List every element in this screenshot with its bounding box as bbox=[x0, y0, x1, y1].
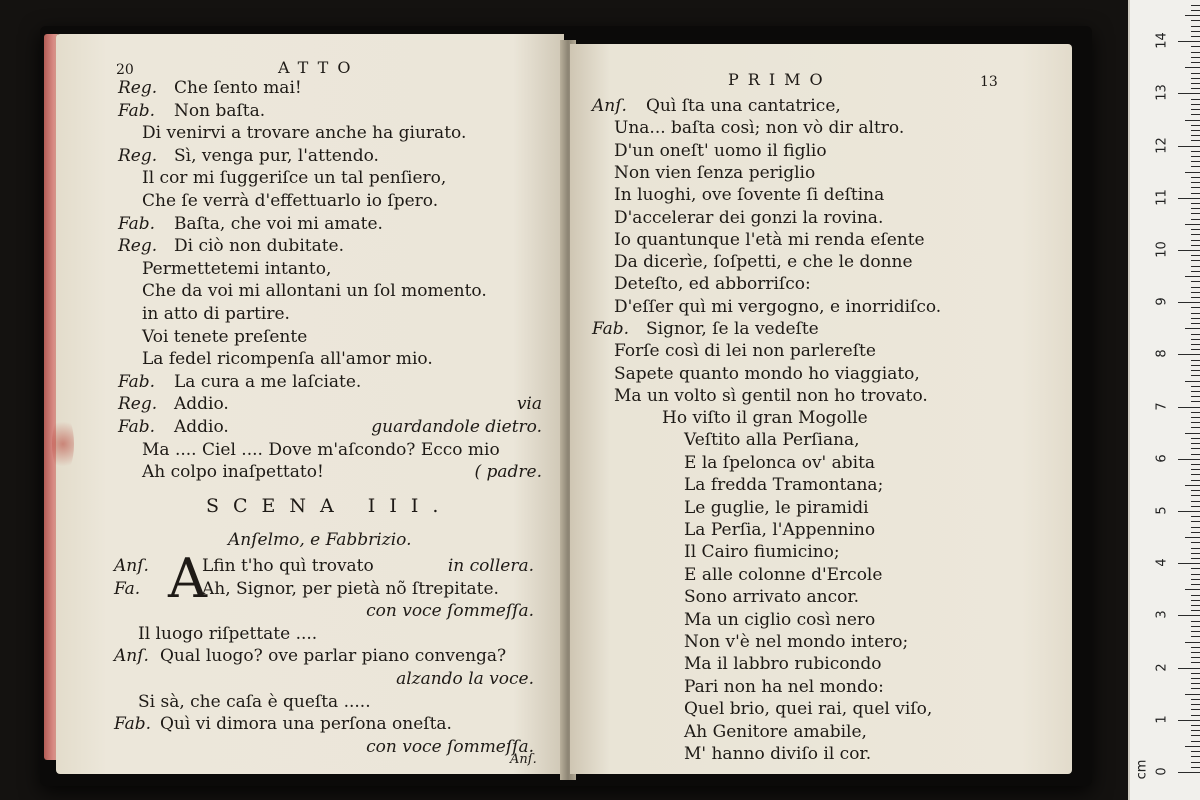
ruler-tick bbox=[1191, 501, 1200, 502]
verse-line: Di ciò non dubitate. bbox=[174, 236, 345, 257]
ruler-tick bbox=[1191, 271, 1200, 272]
ruler-tick bbox=[1191, 73, 1200, 74]
ruler-number: 1 bbox=[1154, 715, 1170, 724]
ruler-number: 5 bbox=[1154, 506, 1170, 515]
ruler-tick bbox=[1191, 386, 1200, 387]
ruler-tick bbox=[1191, 57, 1200, 58]
ruler-tick bbox=[1191, 151, 1200, 152]
ruler-tick bbox=[1191, 297, 1200, 298]
aria-line: E la ſpelonca ov' abita bbox=[684, 452, 876, 473]
ruler-tick bbox=[1191, 688, 1200, 689]
drop-cap: A bbox=[168, 547, 207, 610]
ruler-number: 13 bbox=[1154, 84, 1170, 102]
ruler-tick bbox=[1191, 762, 1200, 763]
ruler-tick bbox=[1178, 720, 1200, 721]
verse-line: Ma .... Ciel .... Dove m'aſcondo? Ecco mio bbox=[142, 439, 500, 460]
verse-line: Si sà, che caſa è queſta ..... bbox=[138, 691, 371, 712]
stage-direction: con voce ſommeſſa. bbox=[366, 736, 534, 757]
ruler-tick bbox=[1178, 93, 1200, 94]
ruler-tick bbox=[1185, 120, 1200, 121]
speaker-label: Fa. bbox=[114, 578, 141, 599]
ruler-tick bbox=[1191, 156, 1200, 157]
ruler-tick bbox=[1191, 704, 1200, 705]
ruler-tick bbox=[1191, 448, 1200, 449]
ruler-tick bbox=[1191, 553, 1200, 554]
ruler-tick bbox=[1191, 516, 1200, 517]
ruler-tick bbox=[1191, 52, 1200, 53]
ruler-tick bbox=[1191, 391, 1200, 392]
ruler-tick bbox=[1191, 600, 1200, 601]
ruler-tick bbox=[1191, 344, 1200, 345]
ruler-tick bbox=[1191, 213, 1200, 214]
verse-line: Il cor mi ſuggeriſce un tal penſiero, bbox=[142, 168, 447, 189]
aria-line: Veſtito alla Perſiana, bbox=[684, 430, 860, 451]
verse-line: Che ſento mai! bbox=[174, 78, 302, 98]
ruler-tick bbox=[1178, 615, 1200, 616]
ruler-tick bbox=[1191, 125, 1200, 126]
ruler-number: 11 bbox=[1154, 189, 1170, 206]
ruler-tick bbox=[1191, 62, 1200, 63]
ruler-tick bbox=[1191, 715, 1200, 716]
ruler-tick bbox=[1191, 427, 1200, 428]
aria-line: Quel brio, quei rai, quel viſo, bbox=[684, 699, 933, 720]
ruler-tick bbox=[1191, 83, 1200, 84]
ruler-tick bbox=[1191, 542, 1200, 543]
ruler-tick bbox=[1191, 636, 1200, 637]
ruler-tick bbox=[1191, 334, 1200, 335]
running-head: PRIMO bbox=[728, 70, 832, 89]
ruler-tick bbox=[1191, 621, 1200, 622]
ruler-number: 4 bbox=[1154, 558, 1170, 567]
speaker-label: Reg. bbox=[118, 394, 158, 415]
ruler-tick bbox=[1191, 281, 1200, 282]
ruler-tick bbox=[1191, 36, 1200, 37]
verse-line: Che da voi mi allontani un ſol momento. bbox=[142, 281, 487, 302]
ruler-tick bbox=[1191, 318, 1200, 319]
stage-direction: ( padre. bbox=[474, 462, 542, 483]
aria-line: Le guglie, le piramidi bbox=[684, 497, 869, 518]
ruler-tick bbox=[1191, 725, 1200, 726]
running-head: ATTO bbox=[278, 58, 360, 77]
verse-line: Una... baſta così; non vò dir altro. bbox=[614, 118, 905, 139]
ruler-number: 0 bbox=[1154, 767, 1170, 776]
stage-direction: alzando la voce. bbox=[396, 669, 534, 689]
verse-line: Sì, venga pur, l'attendo. bbox=[174, 145, 379, 166]
aria-line: Ma il labbro rubicondo bbox=[684, 654, 882, 675]
verse-line: D'eſſer quì mi vergogno, e inorridiſco. bbox=[614, 296, 942, 317]
ruler-tick bbox=[1191, 699, 1200, 700]
stage-direction: in collera. bbox=[447, 556, 534, 576]
aria-line: Non v'è nel mondo intero; bbox=[684, 632, 909, 652]
ruler-tick bbox=[1191, 767, 1200, 768]
speaker-label: Fab. bbox=[592, 319, 630, 339]
ruler-tick bbox=[1191, 182, 1200, 183]
ruler-tick bbox=[1191, 605, 1200, 606]
ruler-tick bbox=[1191, 266, 1200, 267]
ruler-number: 6 bbox=[1154, 454, 1170, 463]
ruler-tick bbox=[1191, 135, 1200, 136]
ruler-tick bbox=[1185, 67, 1200, 68]
ruler-tick bbox=[1191, 652, 1200, 653]
ruler-tick bbox=[1178, 198, 1200, 199]
speaker-label: Anſ. bbox=[114, 556, 149, 576]
ruler-tick bbox=[1178, 302, 1200, 303]
ruler-tick bbox=[1191, 307, 1200, 308]
ruler-tick bbox=[1191, 454, 1200, 455]
ruler-tick bbox=[1178, 407, 1200, 408]
stage-direction: guardandole dietro. bbox=[371, 417, 542, 437]
ruler-tick bbox=[1178, 563, 1200, 564]
stage-direction: con voce ſommeſſa. bbox=[366, 601, 534, 622]
verse-line: Non vien ſenza periglio bbox=[614, 162, 816, 183]
ruler-number: 8 bbox=[1154, 349, 1170, 359]
ruler-tick bbox=[1191, 412, 1200, 413]
speaker-label: Fab. bbox=[118, 213, 156, 234]
ruler-tick bbox=[1191, 626, 1200, 627]
page-number: 13 bbox=[980, 74, 998, 90]
aria-line: Sono arrivato ancor. bbox=[684, 587, 860, 608]
ruler-tick bbox=[1191, 292, 1200, 293]
verse-line: In luoghi, ove ſovente ſi deſtina bbox=[614, 185, 885, 206]
ruler-tick bbox=[1191, 464, 1200, 465]
ruler-tick bbox=[1191, 203, 1200, 204]
ruler-tick bbox=[1191, 31, 1200, 32]
ruler-tick bbox=[1191, 730, 1200, 731]
ruler-tick bbox=[1191, 574, 1200, 575]
aria-line: M' hanno diviſo il cor. bbox=[684, 744, 872, 764]
ruler-tick bbox=[1191, 88, 1200, 89]
aria-line: Il Cairo fiumicino; bbox=[684, 542, 840, 563]
verse-line: Forſe così di lei non parlereſte bbox=[614, 341, 876, 362]
ruler-tick bbox=[1191, 130, 1200, 131]
red-stain bbox=[52, 414, 74, 474]
ruler-tick bbox=[1191, 255, 1200, 256]
speaker-label: Reg. bbox=[118, 236, 158, 257]
ruler-tick bbox=[1191, 114, 1200, 115]
verse-line: Voi tenete preſente bbox=[142, 326, 308, 347]
ruler-tick bbox=[1191, 756, 1200, 757]
ruler-tick bbox=[1191, 104, 1200, 105]
speaker-label: Anſ. bbox=[592, 96, 627, 116]
ruler-tick bbox=[1191, 396, 1200, 397]
ruler-tick bbox=[1191, 735, 1200, 736]
ruler-tick bbox=[1191, 474, 1200, 475]
ruler-tick bbox=[1178, 459, 1200, 460]
aria-line: La Perſia, l'Appennino bbox=[684, 520, 876, 540]
ruler-tick bbox=[1191, 495, 1200, 496]
scene-heading: SCENA III. bbox=[206, 495, 453, 517]
ruler-tick bbox=[1191, 506, 1200, 507]
ruler-number: 2 bbox=[1154, 662, 1170, 672]
ruler-tick bbox=[1185, 172, 1200, 173]
verse-line: Permettetemi intanto, bbox=[142, 258, 332, 279]
ruler-tick bbox=[1191, 140, 1200, 141]
speaker-label: Fab. bbox=[118, 100, 156, 121]
ruler-tick bbox=[1191, 657, 1200, 658]
ruler-tick bbox=[1185, 694, 1200, 695]
ruler-tick bbox=[1191, 161, 1200, 162]
aria-line: La fredda Tramontana; bbox=[684, 475, 884, 496]
aria-line: Pari non ha nel mondo: bbox=[684, 676, 884, 697]
ruler-number: 12 bbox=[1154, 136, 1170, 154]
ruler-tick bbox=[1191, 219, 1200, 220]
ruler-tick bbox=[1191, 678, 1200, 679]
verse-line: in atto di partire. bbox=[142, 304, 290, 324]
speaker-label: Reg. bbox=[118, 78, 158, 98]
verse-line: Ah colpo inaſpettato! bbox=[142, 462, 324, 483]
ruler-tick bbox=[1185, 589, 1200, 590]
ruler-tick bbox=[1191, 438, 1200, 439]
verse-line: Che ſe verrà d'effettuarlo io ſpero. bbox=[142, 191, 439, 211]
verse-line: Di venirvi a trovare anche ha giurato. bbox=[142, 123, 467, 144]
ruler-tick bbox=[1191, 323, 1200, 324]
ruler-tick bbox=[1191, 579, 1200, 580]
verse-line: Da dicerìe, ſoſpetti, e che le donne bbox=[614, 252, 913, 273]
ruler-tick bbox=[1191, 558, 1200, 559]
ruler-tick bbox=[1191, 208, 1200, 209]
ruler-tick bbox=[1191, 480, 1200, 481]
ruler-tick bbox=[1191, 709, 1200, 710]
ruler-tick bbox=[1185, 642, 1200, 643]
ruler-tick bbox=[1191, 568, 1200, 569]
ruler-tick bbox=[1191, 20, 1200, 21]
ruler-tick bbox=[1191, 109, 1200, 110]
verse-line: Addio. bbox=[174, 417, 229, 437]
ruler-tick bbox=[1191, 443, 1200, 444]
ruler-tick bbox=[1191, 349, 1200, 350]
verse-line: Signor, ſe la vedeſte bbox=[646, 319, 819, 339]
ruler-tick bbox=[1185, 328, 1200, 329]
measuring-ruler bbox=[1128, 0, 1200, 800]
ruler-tick bbox=[1191, 5, 1200, 6]
verse-line: D'accelerar dei gonzi la rovina. bbox=[614, 207, 884, 228]
ruler-tick bbox=[1191, 365, 1200, 366]
ruler-number: 3 bbox=[1154, 610, 1170, 620]
ruler-tick bbox=[1191, 78, 1200, 79]
ruler-tick bbox=[1191, 662, 1200, 663]
page-number: 20 bbox=[116, 62, 134, 78]
ruler-tick bbox=[1191, 234, 1200, 235]
ruler-tick bbox=[1191, 26, 1200, 27]
ruler-number: 10 bbox=[1154, 241, 1170, 258]
ruler-tick bbox=[1191, 360, 1200, 361]
verse-line: Quì vi dimora una perſona oneſta. bbox=[160, 714, 452, 735]
ruler-tick bbox=[1178, 668, 1200, 669]
ruler-tick bbox=[1178, 772, 1200, 773]
ruler-tick bbox=[1185, 485, 1200, 486]
ruler-tick bbox=[1178, 41, 1200, 42]
ruler-tick bbox=[1191, 469, 1200, 470]
stage-direction: via bbox=[516, 394, 542, 415]
ruler-tick bbox=[1191, 673, 1200, 674]
verse-line: Qual luogo? ove parlar piano convenga? bbox=[160, 646, 507, 667]
ruler-tick bbox=[1191, 751, 1200, 752]
ruler-tick bbox=[1191, 490, 1200, 491]
ruler-tick bbox=[1191, 240, 1200, 241]
verse-line: Baſta, che voi mi amate. bbox=[174, 213, 383, 234]
right-page bbox=[570, 44, 1072, 774]
aria-line: E alle colonne d'Ercole bbox=[684, 564, 883, 585]
aria-line: Ho viſto il gran Mogolle bbox=[662, 408, 868, 428]
ruler-number: 9 bbox=[1154, 297, 1170, 306]
scene-characters: Anſelmo, e Fabbrizio. bbox=[228, 530, 412, 550]
verse-line: Sapete quanto mondo ho viaggiato, bbox=[614, 363, 920, 384]
ruler-tick bbox=[1185, 224, 1200, 225]
ruler-tick bbox=[1178, 354, 1200, 355]
ruler-tick bbox=[1191, 683, 1200, 684]
ruler-number: 14 bbox=[1154, 32, 1170, 49]
ruler-tick bbox=[1191, 193, 1200, 194]
ruler-tick bbox=[1191, 260, 1200, 261]
ruler-tick bbox=[1191, 370, 1200, 371]
verse-line: Ah, Signor, per pietà nõ ſtrepitate. bbox=[202, 578, 499, 599]
ruler-tick bbox=[1191, 631, 1200, 632]
ruler-tick bbox=[1178, 511, 1200, 512]
ruler-tick bbox=[1191, 422, 1200, 423]
ruler-tick bbox=[1178, 250, 1200, 251]
verse-line: Addio. bbox=[174, 394, 229, 415]
ruler-tick bbox=[1191, 584, 1200, 585]
aria-line: Ma un ciglio così nero bbox=[684, 609, 876, 630]
left-page bbox=[56, 34, 564, 774]
ruler-tick bbox=[1185, 381, 1200, 382]
ruler-tick bbox=[1178, 146, 1200, 147]
ruler-tick bbox=[1185, 746, 1200, 747]
ruler-tick bbox=[1191, 647, 1200, 648]
ruler-tick bbox=[1191, 532, 1200, 533]
ruler-tick bbox=[1191, 339, 1200, 340]
verse-line: D'un oneſt' uomo il figlio bbox=[614, 140, 827, 161]
speaker-label: Reg. bbox=[118, 145, 158, 166]
verse-line: Ma un volto sì gentil non ho trovato. bbox=[614, 385, 928, 406]
ruler-tick bbox=[1191, 527, 1200, 528]
aria-line: Ah Genitore amabile, bbox=[684, 721, 867, 742]
verse-line: La fedel ricompenſa all'amor mio. bbox=[142, 349, 433, 370]
verse-line: Deteſto, ed abborriſco: bbox=[614, 274, 811, 295]
ruler-tick bbox=[1191, 287, 1200, 288]
ruler-tick bbox=[1191, 401, 1200, 402]
speaker-label: Fab. bbox=[118, 417, 156, 437]
ruler-tick bbox=[1191, 46, 1200, 47]
ruler-tick bbox=[1191, 313, 1200, 314]
verse-line: Non baſta. bbox=[174, 100, 266, 121]
ruler-tick bbox=[1191, 741, 1200, 742]
catchword: Anſ. bbox=[510, 752, 537, 767]
speaker-label: Anſ. bbox=[114, 646, 149, 667]
verse-line: Io quantunque l'età mi renda eſente bbox=[614, 229, 925, 250]
ruler-unit: cm bbox=[1134, 759, 1150, 780]
verse-line: Quì ſta una cantatrice, bbox=[646, 96, 841, 116]
ruler-tick bbox=[1191, 417, 1200, 418]
ruler-tick bbox=[1191, 166, 1200, 167]
ruler-number: 7 bbox=[1154, 401, 1170, 411]
ruler-tick bbox=[1191, 245, 1200, 246]
ruler-tick bbox=[1191, 229, 1200, 230]
ruler-tick bbox=[1185, 15, 1200, 16]
ruler-tick bbox=[1191, 177, 1200, 178]
verse-line: Lfin t'ho quì trovato bbox=[202, 556, 374, 576]
ruler-tick bbox=[1191, 10, 1200, 11]
verse-line: La cura a me laſciate. bbox=[174, 371, 362, 392]
verse-line: Il luogo riſpettate .... bbox=[138, 623, 318, 644]
ruler-tick bbox=[1191, 610, 1200, 611]
speaker-label: Fab. bbox=[114, 714, 152, 735]
ruler-tick bbox=[1191, 375, 1200, 376]
speaker-label: Fab. bbox=[118, 371, 156, 392]
ruler-tick bbox=[1185, 276, 1200, 277]
ruler-tick bbox=[1185, 433, 1200, 434]
ruler-tick bbox=[1191, 521, 1200, 522]
ruler-tick bbox=[1191, 187, 1200, 188]
ruler-tick bbox=[1191, 595, 1200, 596]
ruler-tick bbox=[1185, 537, 1200, 538]
ruler-tick bbox=[1191, 548, 1200, 549]
ruler-tick bbox=[1191, 99, 1200, 100]
